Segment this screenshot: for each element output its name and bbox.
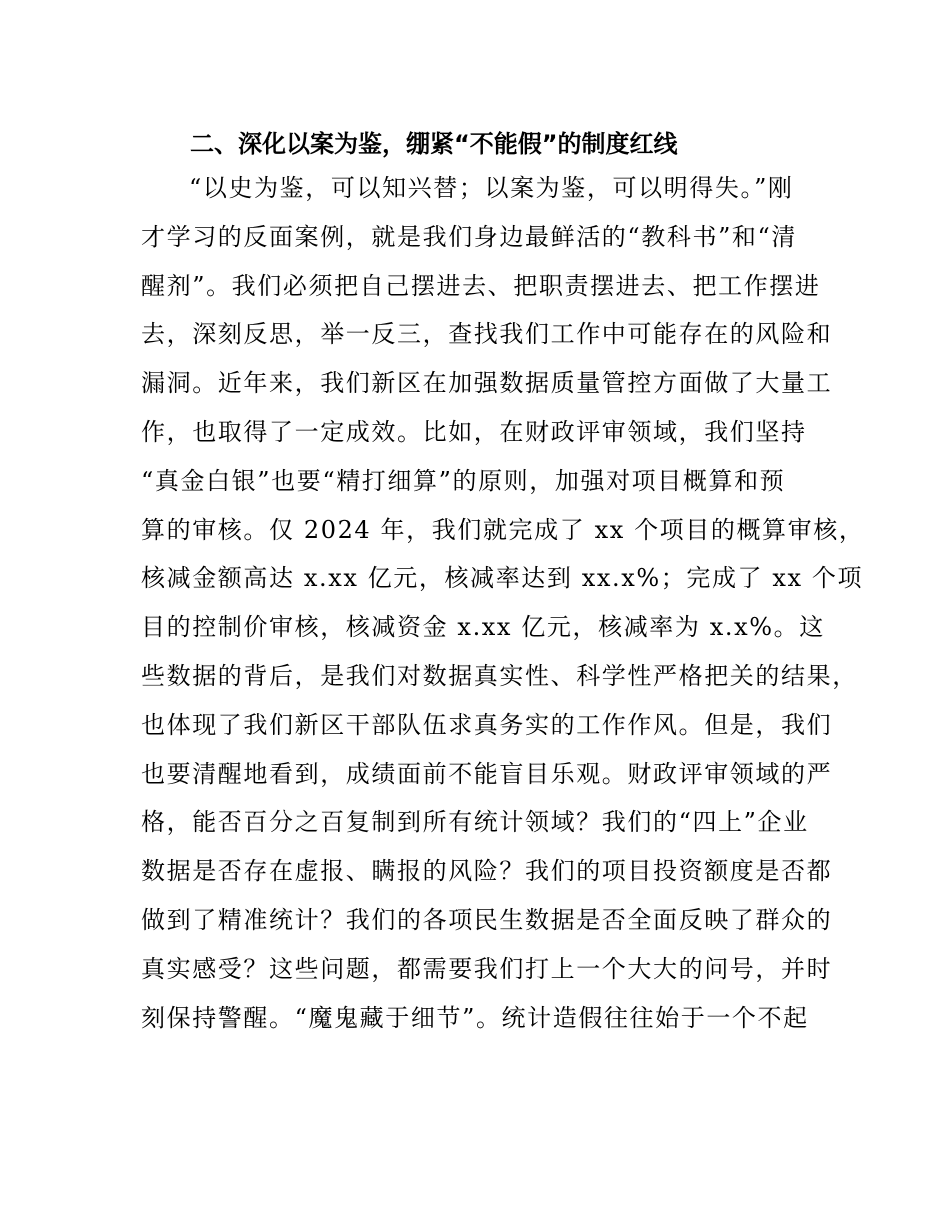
paragraph-line: 真实感受？这些问题，都需要我们打上一个大大的问号，并时 — [141, 954, 833, 983]
paragraph-line: 目的控制价审核，核减资金 x.xx 亿元，核减率为 x.x%。这 — [141, 613, 825, 642]
paragraph-line: 去，深刻反思，举一反三，查找我们工作中可能存在的风险和 — [141, 320, 833, 349]
paragraph-line: 核减金额高达 x.xx 亿元，核减率达到 xx.x%；完成了 xx 个项 — [141, 564, 864, 593]
paragraph-line: “真金白银”也要“精打细算”的原则，加强对项目概算和预 — [141, 466, 786, 495]
paragraph-line: 才学习的反面案例，就是我们身边最鲜活的“教科书”和“清 — [141, 222, 798, 251]
paragraph-line: 算的审核。仅 2024 年，我们就完成了 xx 个项目的概算审核， — [141, 515, 865, 544]
paragraph-line: 些数据的背后，是我们对数据真实性、科学性严格把关的结果， — [141, 661, 858, 690]
paragraph-line: 刻保持警醒。“魔鬼藏于细节”。统计造假往往始于一个不起 — [141, 1003, 809, 1032]
paragraph-line: 格，能否百分之百复制到所有统计领域？我们的“四上”企业 — [141, 808, 809, 837]
paragraph-line: 数据是否存在虚报、瞒报的风险？我们的项目投资额度是否都 — [141, 857, 833, 886]
paragraph-line: “以史为鉴，可以知兴替；以案为鉴，可以明得失。”刚 — [189, 174, 794, 202]
paragraph-line: 漏洞。近年来，我们新区在加强数据质量管控方面做了大量工 — [141, 369, 833, 398]
paragraph-line: 作，也取得了一定成效。比如，在财政评审领域，我们坚持 — [141, 417, 807, 446]
paragraph-line: 也要清醒地看到，成绩面前不能盲目乐观。财政评审领域的严 — [141, 759, 833, 788]
paragraph-line: 也体现了我们新区干部队伍求真务实的工作作风。但是，我们 — [141, 710, 833, 739]
section-heading: 二、深化以案为鉴，绷紧“不能假”的制度红线 — [190, 130, 678, 158]
paragraph-line: 做到了精准统计？我们的各项民生数据是否全面反映了群众的 — [141, 905, 833, 934]
paragraph-line: 醒剂”。我们必须把自己摆进去、把职责摆进去、把工作摆进 — [141, 271, 821, 300]
body-paragraph — [141, 164, 865, 1042]
